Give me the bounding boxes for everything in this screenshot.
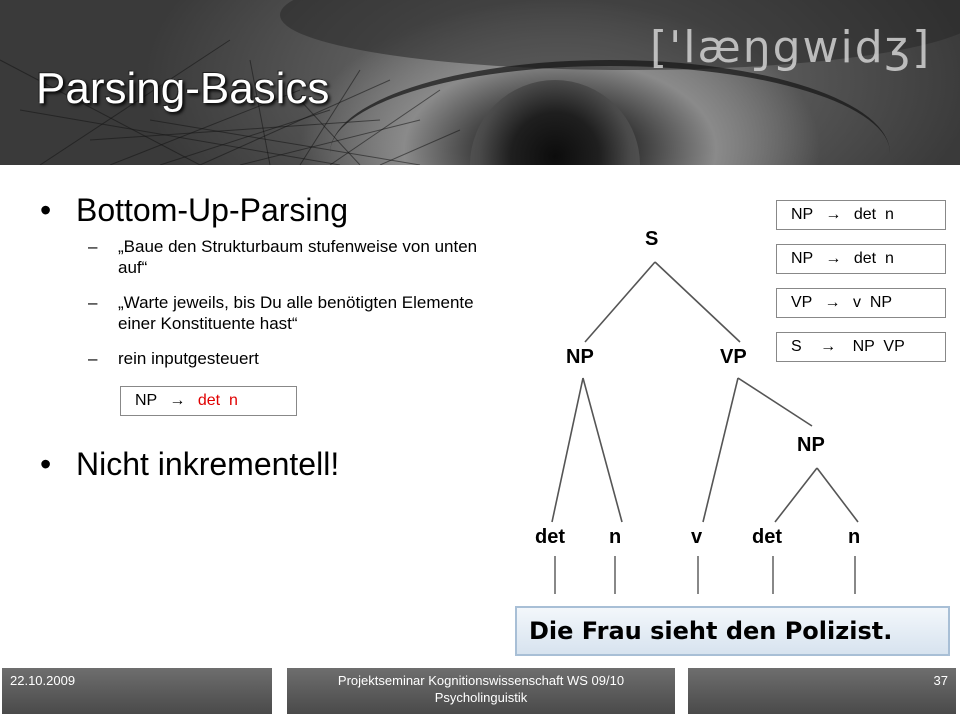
arrow-icon: → [820, 338, 837, 355]
edge-vp-np [738, 378, 812, 426]
rule-rhs: det n [197, 392, 238, 409]
arrow-icon: → [824, 294, 841, 311]
edge-np2-det [775, 468, 817, 522]
edge-np-n [583, 378, 622, 522]
tree-leaf-det: det [535, 526, 565, 548]
bullet-dot: • [40, 446, 52, 482]
edge-np-det [552, 378, 583, 522]
bullet-dot: • [40, 192, 52, 228]
footer-date: 22.10.2009 [10, 673, 76, 688]
edge-np2-n [817, 468, 858, 522]
footer-page-bar [688, 668, 956, 714]
rule-rhs: v NP [852, 294, 893, 311]
subitem-text: rein inputgesteuert [118, 349, 259, 368]
rule-lhs: NP [791, 206, 813, 223]
tree-node-np: NP [566, 346, 594, 368]
tree-node-s: S [645, 228, 659, 250]
example-sentence-box: Die Frau sieht den Polizist. [515, 606, 950, 656]
footer-course-line1: Projektseminar Kognitionswissenschaft WS 09/10 [337, 673, 625, 688]
arrow-icon: → [825, 250, 842, 267]
rule-rhs: NP VP [852, 338, 905, 355]
bullet-text: Nicht inkrementell! [76, 446, 340, 482]
edge-s-np [585, 262, 655, 342]
tree-node-np2: NP [797, 434, 825, 456]
subitem-dash: – [88, 237, 98, 256]
rule-rhs: det n [853, 206, 894, 223]
subitem-dash: – [88, 293, 98, 312]
tree-leaf-n: n [609, 526, 622, 548]
phonetic-watermark: ['læŋgwidʒ] [650, 22, 932, 73]
rule-lhs: S [791, 338, 802, 355]
tree-leaf-det2: det [752, 526, 782, 548]
subitem-dash: – [88, 349, 98, 368]
rule-lhs: VP [791, 294, 813, 311]
footer-course-bar [287, 668, 675, 714]
rule-lhs: NP [791, 250, 813, 267]
footer-course-line2: Psycholinguistik [434, 690, 528, 705]
subitem-text: „Warte jeweils, bis Du alle benötigten Elemente einer Konstituente hast“ [118, 293, 474, 333]
rule-lhs: NP [135, 392, 157, 409]
arrow-icon: → [169, 392, 186, 409]
slide-title: Parsing-Basics [36, 64, 330, 113]
arrow-icon: → [825, 206, 842, 223]
edge-vp-v [703, 378, 738, 522]
subitem-text: „Baue den Strukturbaum stufenweise von unten auf“ [118, 237, 478, 277]
bullet-text: Bottom-Up-Parsing [76, 192, 349, 228]
page-number: 37 [933, 673, 948, 688]
edge-s-vp [655, 262, 740, 342]
footer-date-bar [2, 668, 272, 714]
tree-leaf-v: v [691, 526, 703, 548]
tree-leaf-n2: n [848, 526, 861, 548]
rule-rhs: det n [853, 250, 894, 267]
tree-node-vp: VP [720, 346, 747, 368]
